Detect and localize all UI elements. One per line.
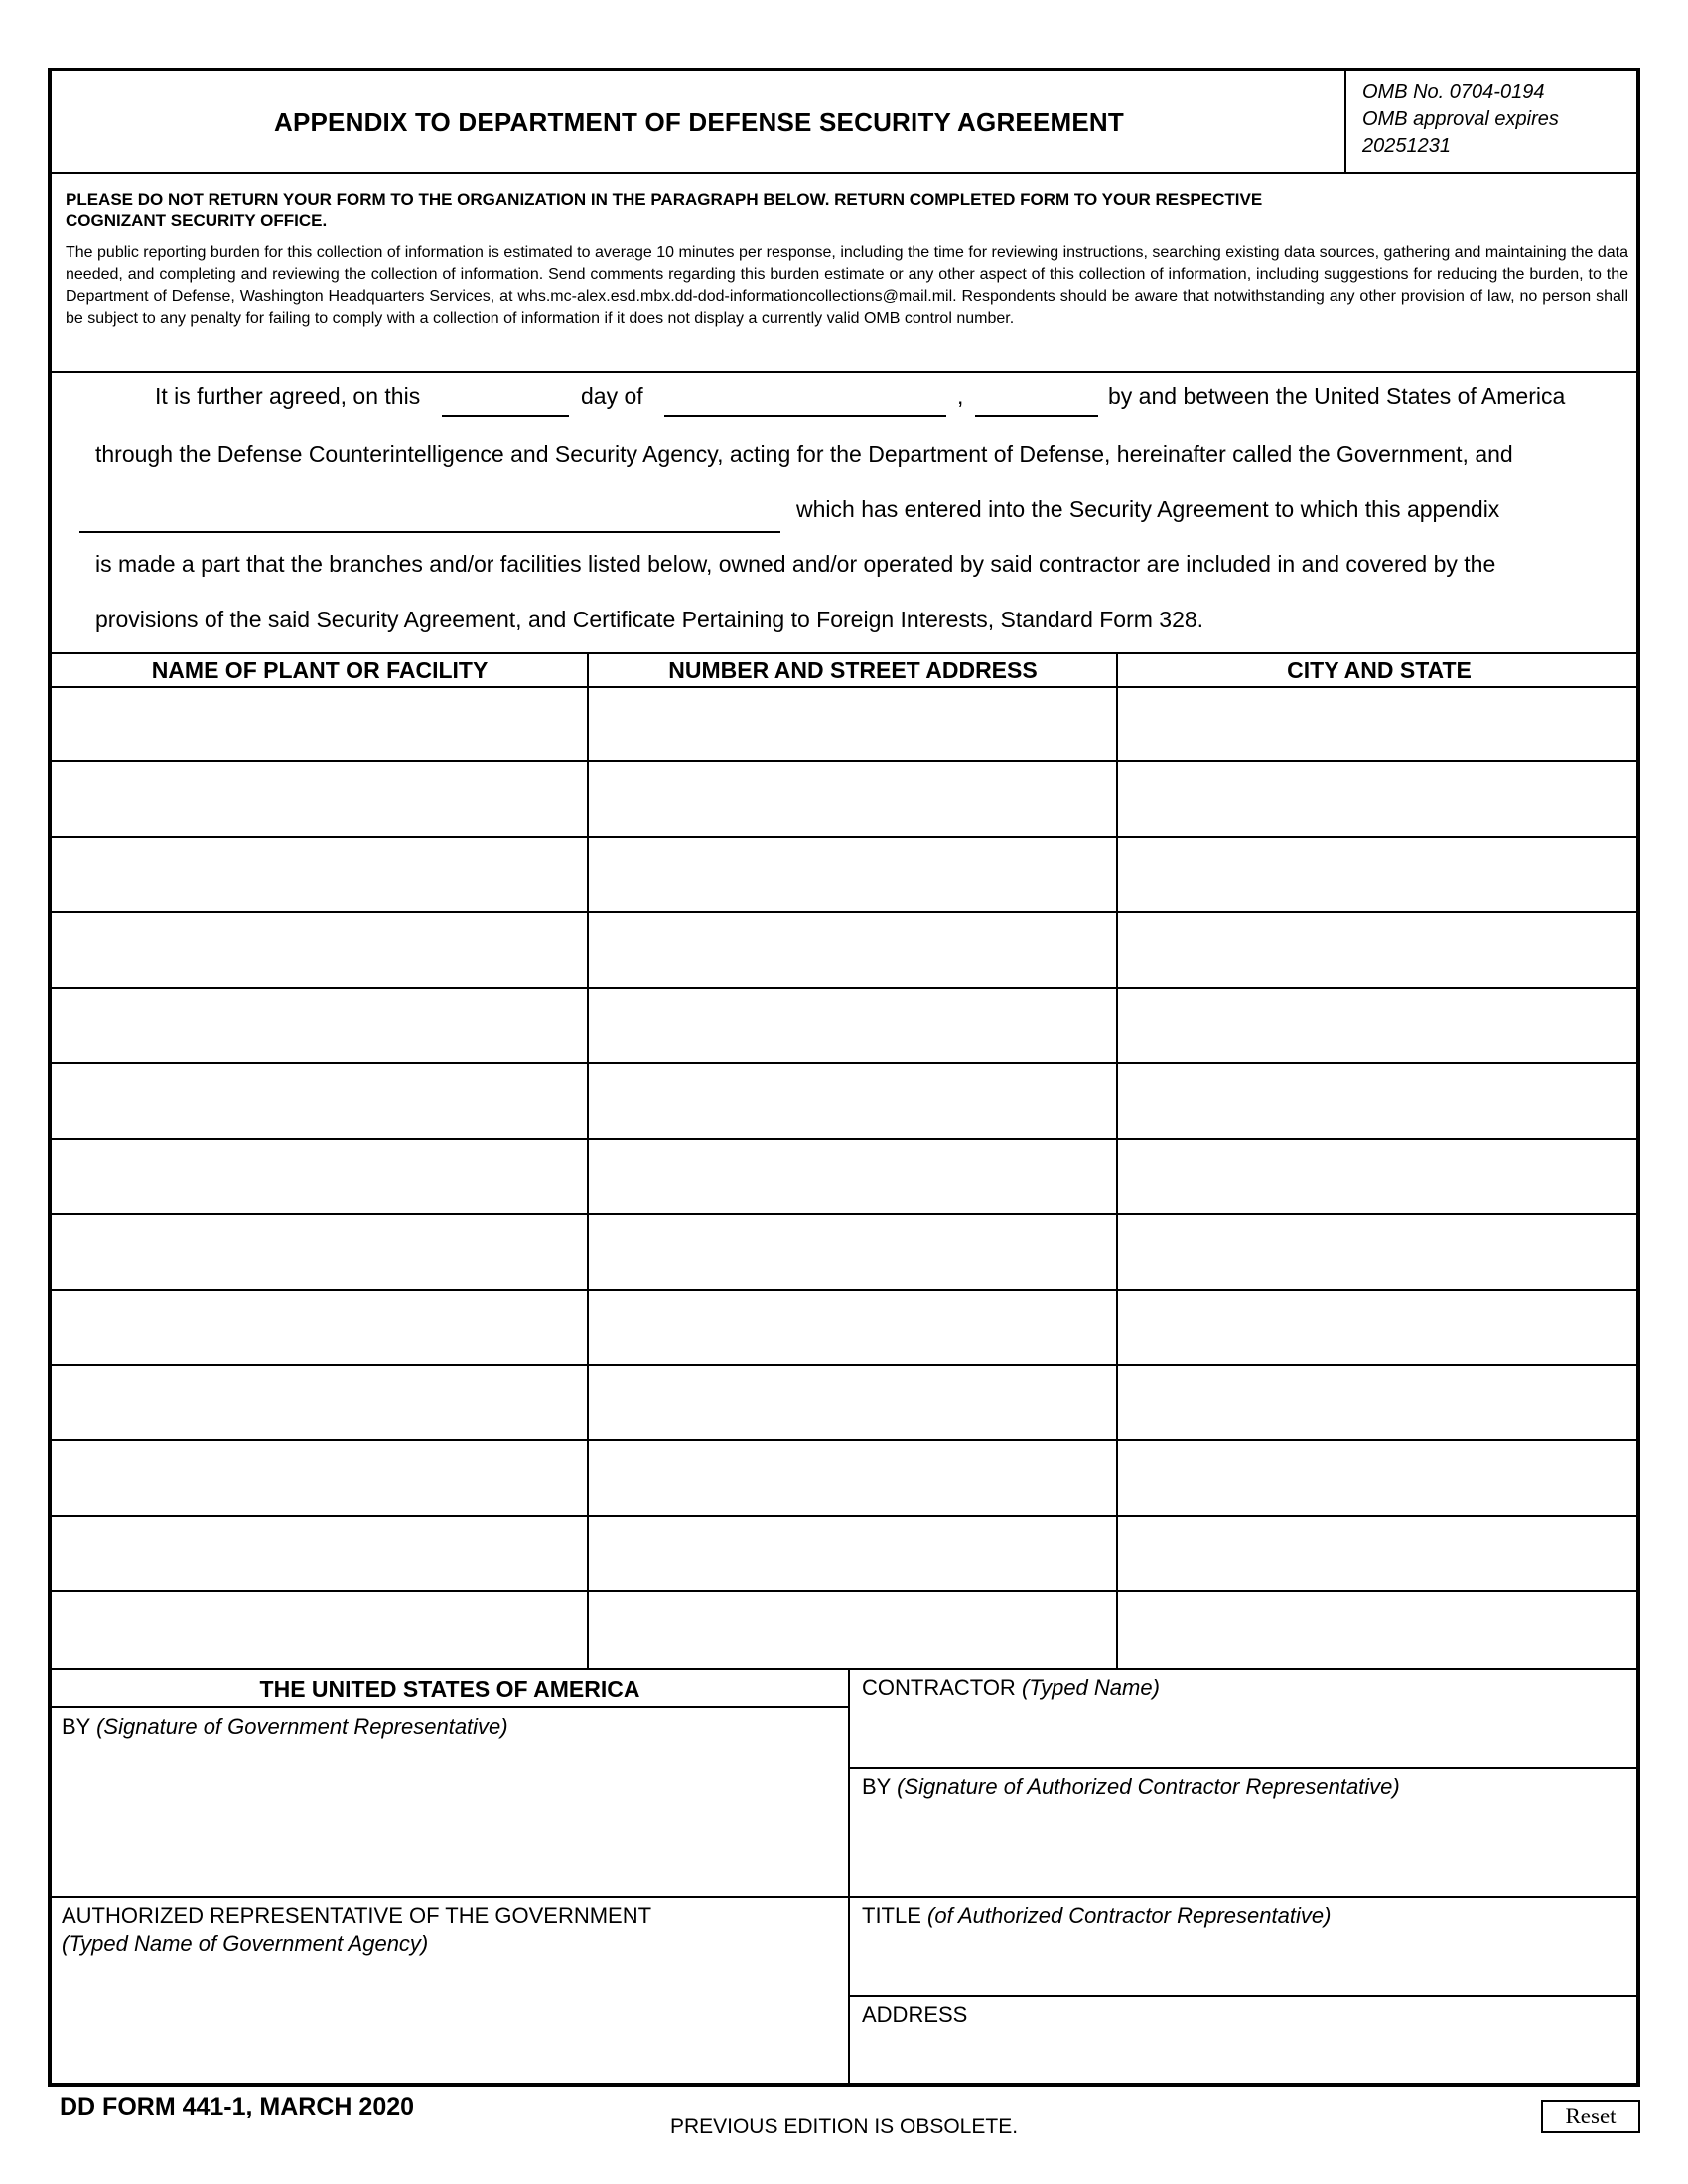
plant-name-cell[interactable] <box>58 1295 585 1362</box>
month-field[interactable] <box>664 379 950 415</box>
agreement-comma: , <box>957 383 964 409</box>
contractor-signature-field[interactable] <box>862 1805 1630 1888</box>
gov-auth-label: AUTHORIZED REPRESENTATIVE OF THE GOVERNMENT <box>62 1903 652 1928</box>
divider <box>849 1995 1636 1997</box>
return-notice-line-1: PLEASE DO NOT RETURN YOUR FORM TO THE ORGANIZATION IN THE PARAGRAPH BELOW. RETURN COMPLETED FORM TO YOUR RESPECTIVE <box>66 190 1263 208</box>
city-state-cell[interactable] <box>1124 1295 1634 1362</box>
gov-signature-label <box>62 1713 508 1741</box>
omb-date: 20251231 <box>1362 135 1451 157</box>
agreement-line-1a: It is further agreed, on this <box>155 383 421 409</box>
city-state-cell[interactable] <box>1124 917 1634 985</box>
table-row-line <box>52 1515 1636 1517</box>
street-address-cell[interactable] <box>595 1219 1114 1287</box>
gov-by-label: BY <box>62 1714 90 1739</box>
contractor-note: (Typed Name) <box>1021 1675 1160 1700</box>
omb-approval: OMB approval expires <box>1362 108 1559 130</box>
return-notice-line-2: COGNIZANT SECURITY OFFICE. <box>66 211 328 230</box>
con-by-label: BY <box>862 1774 891 1799</box>
header-plant-name: NAME OF PLANT OR FACILITY <box>151 656 489 683</box>
street-address-cell[interactable] <box>595 1295 1114 1362</box>
contractor-label <box>862 1674 1160 1702</box>
gov-by-note: (Signature of Government Representative) <box>96 1714 508 1739</box>
city-state-cell[interactable] <box>1124 993 1634 1060</box>
title-label <box>862 1902 1331 1930</box>
table-row-line <box>52 1364 1636 1366</box>
agreement-line-2: through the Defense Counterintelligence and Security Agency, acting for the Department of Defense, hereinafter called the Government, and <box>95 441 1513 467</box>
plant-name-cell[interactable] <box>58 1596 585 1664</box>
month-blank <box>664 415 946 417</box>
divider <box>52 1706 848 1708</box>
plant-name-cell[interactable] <box>58 1521 585 1588</box>
title-title: TITLE <box>862 1903 921 1928</box>
city-state-cell[interactable] <box>1124 842 1634 909</box>
city-state-cell[interactable] <box>1124 691 1634 758</box>
divider <box>52 1896 848 1898</box>
gov-agency-field[interactable] <box>62 1962 840 2073</box>
contractor-signature-label <box>862 1773 1400 1801</box>
agreement-line-4: is made a part that the branches and/or facilities listed below, owned and/or operated by said contractor are included in and covered by the <box>95 551 1496 577</box>
day-field[interactable] <box>442 379 573 415</box>
plant-name-cell[interactable] <box>58 1445 585 1513</box>
burden-statement: The public reporting burden for this collection of information is estimated to average 10 minutes per response, including the time for reviewing instructions, searching existing data sources, gathering and maintaining the data needed, and completing and reviewing the collection of information. Send comments regarding this burden estimate or any other aspect of this collection of information, including suggestions for reducing the burden, to the Department of Defense, Washington Headquarters Services, at whs.mc-alex.esd.mbx.dd-dod-informationcollections@mail.mil. Respondents should be aware that notwithstanding any other provision of law, no person shall be subject to any penalty for failing to comply with a collection of information if it does not display a currently valid OMB control number. <box>66 244 1628 327</box>
return-notice <box>66 189 1595 232</box>
street-address-cell[interactable] <box>595 1521 1114 1588</box>
year-field[interactable] <box>975 379 1102 415</box>
divider <box>849 1767 1636 1769</box>
header-street-address: NUMBER AND STREET ADDRESS <box>668 656 1038 683</box>
contractor-typed-name-field[interactable] <box>862 1706 1630 1759</box>
address-label: ADDRESS <box>862 2002 968 2027</box>
street-address-cell[interactable] <box>595 1370 1114 1437</box>
street-address-cell[interactable] <box>595 993 1114 1060</box>
title-divider <box>1344 71 1346 173</box>
plant-name-cell[interactable] <box>58 1144 585 1211</box>
plant-name-cell[interactable] <box>58 691 585 758</box>
agreement-line-3: which has entered into the Security Agreement to which this appendix <box>796 496 1500 522</box>
contractor-name-blank <box>79 531 780 533</box>
plant-name-cell[interactable] <box>58 1068 585 1136</box>
street-address-cell[interactable] <box>595 1596 1114 1664</box>
divider <box>52 172 1636 174</box>
year-blank <box>975 415 1098 417</box>
plant-name-cell[interactable] <box>58 993 585 1060</box>
agreement-line-1c: by and between the United States of America <box>1108 383 1566 409</box>
table-row-line <box>52 1439 1636 1441</box>
street-address-cell[interactable] <box>595 1144 1114 1211</box>
previous-edition-note: PREVIOUS EDITION IS OBSOLETE. <box>669 2116 1019 2138</box>
omb-number: OMB No. 0704-0194 <box>1362 81 1545 103</box>
plant-name-cell[interactable] <box>58 766 585 834</box>
city-state-cell[interactable] <box>1124 1370 1634 1437</box>
street-address-cell[interactable] <box>595 1068 1114 1136</box>
city-state-cell[interactable] <box>1124 1219 1634 1287</box>
city-state-cell[interactable] <box>1124 1521 1634 1588</box>
contractor-title-field[interactable] <box>862 1934 1630 1987</box>
table-row-line <box>52 1138 1636 1140</box>
form-title: APPENDIX TO DEPARTMENT OF DEFENSE SECURITY AGREEMENT <box>274 106 1124 137</box>
form-number: DD FORM 441-1, MARCH 2020 <box>60 2093 415 2120</box>
table-header-line <box>52 686 1636 688</box>
con-by-note: (Signature of Authorized Contractor Representative) <box>897 1774 1400 1799</box>
agreement-line-5: provisions of the said Security Agreement, and Certificate Pertaining to Foreign Interests, Standard Form 328. <box>95 607 1204 632</box>
reset-button[interactable]: Reset <box>1541 2100 1640 2133</box>
table-row-line <box>52 836 1636 838</box>
street-address-cell[interactable] <box>595 691 1114 758</box>
city-state-cell[interactable] <box>1124 1445 1634 1513</box>
omb-block <box>1362 79 1559 160</box>
city-state-cell[interactable] <box>1124 1068 1634 1136</box>
table-row-line <box>52 1062 1636 1064</box>
street-address-cell[interactable] <box>595 766 1114 834</box>
day-blank <box>442 415 569 417</box>
plant-name-cell[interactable] <box>58 1219 585 1287</box>
street-address-cell[interactable] <box>595 1445 1114 1513</box>
city-state-cell[interactable] <box>1124 1144 1634 1211</box>
street-address-cell[interactable] <box>595 917 1114 985</box>
title-note: (of Authorized Contractor Representative) <box>927 1903 1332 1928</box>
plant-name-cell[interactable] <box>58 1370 585 1437</box>
table-column-divider <box>1116 653 1118 1670</box>
header-city-state: CITY AND STATE <box>1287 656 1472 683</box>
divider <box>52 371 1636 373</box>
city-state-cell[interactable] <box>1124 766 1634 834</box>
signature-divider <box>848 1669 850 2087</box>
agreement-line-1b: day of <box>581 383 643 409</box>
gov-authorized-label <box>62 1902 651 1958</box>
contractor-address-field[interactable] <box>862 2033 1630 2083</box>
form-frame <box>48 68 1640 2087</box>
contractor-name-field[interactable] <box>79 488 784 524</box>
table-row-line <box>52 911 1636 913</box>
table-row-line <box>52 987 1636 989</box>
usa-heading: THE UNITED STATES OF AMERICA <box>259 1675 640 1702</box>
gov-auth-note: (Typed Name of Government Agency) <box>62 1931 429 1956</box>
contractor-title: CONTRACTOR <box>862 1675 1016 1700</box>
plant-name-cell[interactable] <box>58 917 585 985</box>
table-column-divider <box>587 653 589 1670</box>
street-address-cell[interactable] <box>595 842 1114 909</box>
table-row-line <box>52 1289 1636 1291</box>
city-state-cell[interactable] <box>1124 1596 1634 1664</box>
gov-signature-field[interactable] <box>62 1745 840 1837</box>
table-row-line <box>52 1213 1636 1215</box>
table-row-line <box>52 1590 1636 1592</box>
plant-name-cell[interactable] <box>58 842 585 909</box>
table-row-line <box>52 760 1636 762</box>
divider <box>849 1896 1636 1898</box>
